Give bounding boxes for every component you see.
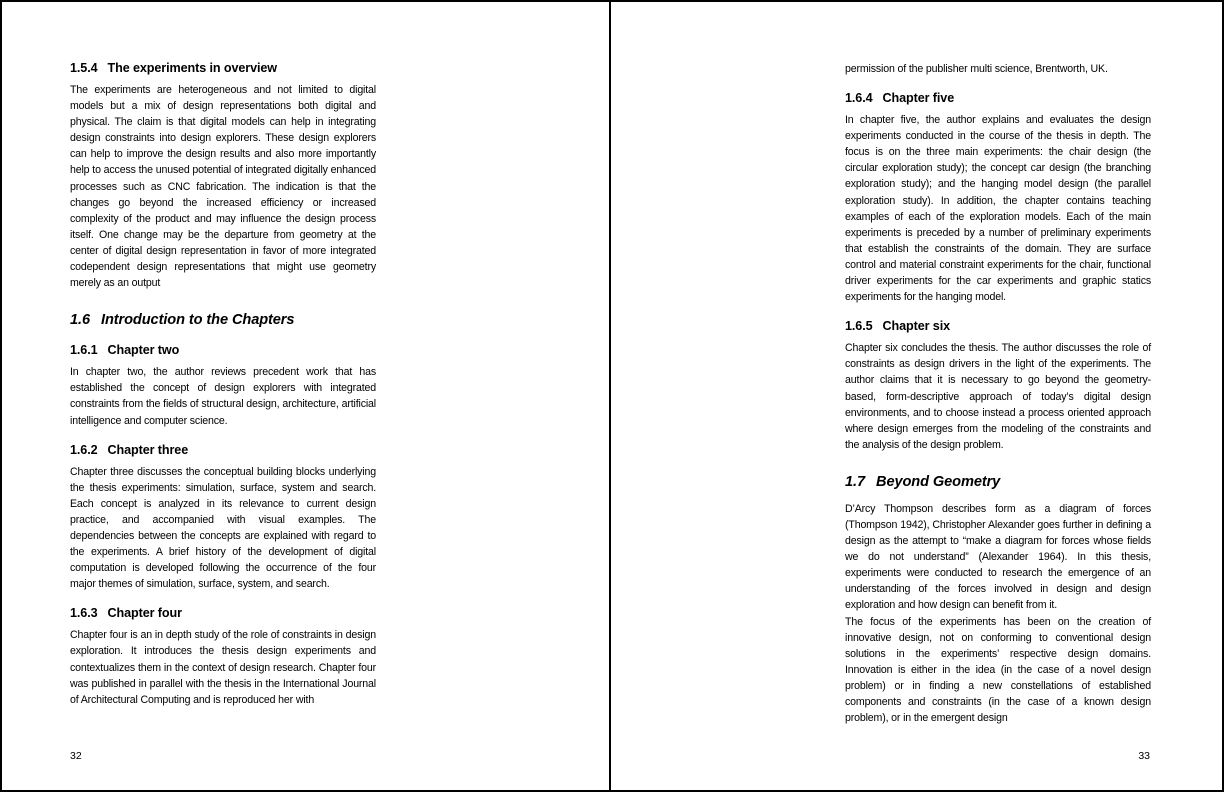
subsection-heading-1-6-2 [70,443,376,458]
heading-number: 1.6.5 [845,319,873,334]
body-paragraph: The focus of the experiments has been on the creation of innovative design, not on conforming to conventional design solutions in the experiments’ respective design domains. Innovation is either in the idea (in the case of a novel design problem) or in finding a new constellations of established components and constraints (in the case of a known design problem), or in the emergent design [845,615,1151,725]
page-number-right: 33 [1138,750,1150,762]
page-33-text-column [845,2,1151,726]
section-heading-1-6 [70,311,376,329]
heading-title: Chapter six [882,319,951,334]
body-paragraph: The experiments are heterogeneous and not limited to digital models but a mix of design representations both digital and physical. The claim is that digital models can help in integrating design constraints into design explorers. These design explorers can help to improve the design results and also more importantly help to access the unused potential of integrated digitally enhanced processes such as CNC fabrication. The indication is that the changes go beyond the increased efficiency or increased complexity of the product and may influence the design process itself. One change may be the departure from geometry at the center of digital design representation in favor of more integrated codependent design representations that might use geometry merely as an output [70,84,376,290]
page-32-text-column [70,2,376,708]
heading-number: 1.6.3 [70,606,98,621]
heading-title: Chapter three [107,442,189,457]
page-number-left: 32 [70,750,82,762]
heading-number: 1.7 [845,473,865,490]
heading-title: Beyond Geometry [876,473,1001,490]
body-paragraph: Chapter four is an in depth study of the role of constraints in design exploration. It introduces the thesis design experiments and contextualizes them in the context of design research. Chapter four was published in parallel with the thesis in the International Journal of Architectural Computing and is reproduced her with [70,629,376,706]
section-heading-1-7 [845,473,1151,491]
body-paragraph: In chapter two, the author reviews precedent work that has established the concept of design explorers with integrated constraints from the fields of structural design, architecture, artificial intelligence and computer science. [70,366,376,427]
body-paragraph: D’Arcy Thompson describes form as a diagram of forces (Thompson 1942), Christopher Alexander goes further in defining a design as the attempt to “make a diagram for forces whose fields we do not understand” (Alexander 1964). In this thesis, experiments were conducted to research the emergence of an understanding of the forces involved in design and design exploration and how design can benefit from it. [845,502,1151,612]
heading-title: Chapter five [882,91,955,106]
heading-title: Chapter four [107,606,182,621]
heading-number: 1.6.1 [70,343,98,358]
page-32 [2,2,611,790]
heading-title: Introduction to the Chapters [101,312,295,329]
body-paragraph: Chapter three discusses the conceptual building blocks underlying the thesis experiments: simulation, surface, system and search. Each concept is analyzed in its relevance to current design practice, and accompanied with visual examples. The dependencies between the concepts are explained with regard to the experiments. A brief history of the development of digital computation is developed following the occurrence of the four major themes of simulation, surface, system, and search. [70,465,376,591]
page-33 [611,2,1220,790]
subsection-heading-1-6-5 [845,319,1151,334]
heading-number: 1.6.4 [845,91,873,106]
heading-number: 1.5.4 [70,61,98,75]
body-paragraph: Chapter six concludes the thesis. The author discusses the role of constraints as design drivers in the light of the experiments. The author claims that it is necessary to go beyond the geometry-based, form-descriptive approach of today’s digital design environments, and to choose instead a process oriented approach where design emerges from the modeling of the constraints and the analysis of the design problem. [845,342,1151,451]
subsection-heading-1-6-3 [70,606,376,621]
heading-title: Chapter two [107,343,180,358]
subsection-heading-1-6-4 [845,91,1151,106]
body-paragraph-continuation: permission of the publisher multi science, Brentworth, UK. [845,63,1108,75]
heading-number: 1.6 [70,312,90,329]
subsection-heading-1-5-4 [70,61,376,76]
heading-title: The experiments in overview [107,61,277,75]
heading-number: 1.6.2 [70,442,98,457]
subsection-heading-1-6-1 [70,343,376,358]
body-paragraph: In chapter five, the author explains and evaluates the design experiments conducted in the course of the thesis in depth. The focus is on the three main experiments: the chair design (the circular exploration study); the concept car design (the branching exploration study); and the hanging model design (the parallel exploration study). In addition, the chapter contains teaching examples of each of the exploration models. Each of the main experiments is preceded by a number of preliminary experiments that establish the constraints of the domain. They are surface control and material constraint experiments for the chair, functional driver experiments for the car experiments and graphic statics experiments for the hanging model. [845,114,1151,304]
